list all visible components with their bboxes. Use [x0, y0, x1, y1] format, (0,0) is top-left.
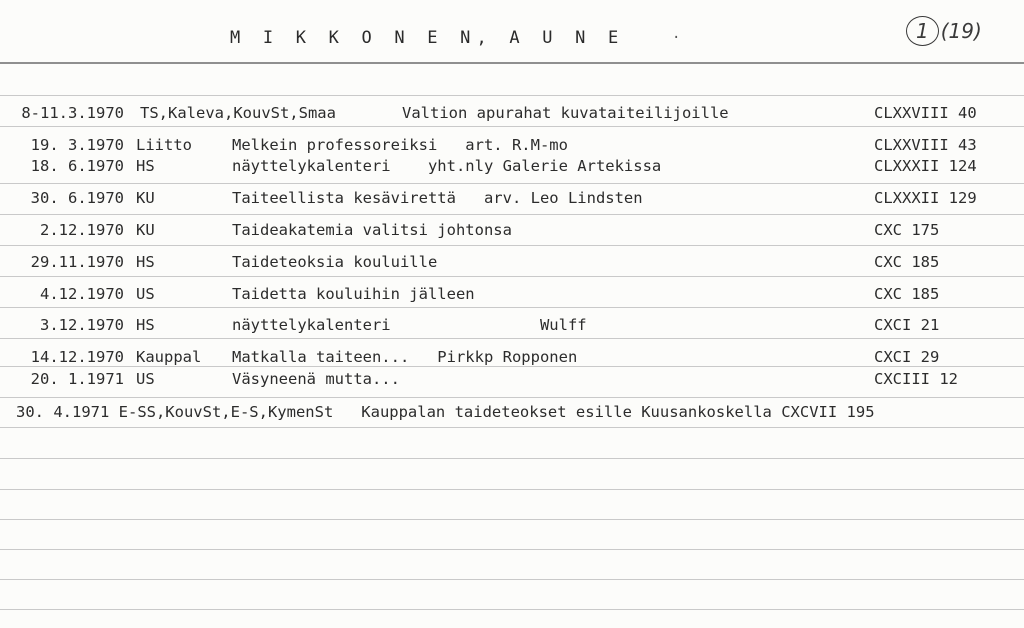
entry-publication: US	[136, 370, 155, 388]
card-number-circled: 1	[906, 16, 939, 46]
rule-line	[0, 214, 1024, 215]
rule-line	[0, 427, 1024, 428]
entry-reference: CXCIII 12	[874, 370, 958, 388]
card-entry	[0, 316, 1024, 338]
entry-date: 19. 3.1970	[30, 136, 124, 154]
entry-date: 4.12.1970	[40, 285, 124, 303]
entry-publication: TS,Kaleva,KouvSt,Smaa	[140, 104, 336, 122]
entry-reference: CXC 185	[874, 285, 940, 303]
entry-date: 14.12.1970	[30, 348, 124, 366]
entry-publication: US	[136, 285, 155, 303]
entry-publication: Kauppal	[136, 348, 202, 366]
rule-line	[0, 95, 1024, 96]
entry-reference: CLXXVIII 40	[874, 104, 977, 122]
entry-reference: CXC 185	[874, 253, 940, 271]
rule-line	[0, 458, 1024, 459]
card-entry	[0, 189, 1024, 211]
card-entry	[0, 253, 1024, 275]
rule-line	[0, 489, 1024, 490]
rule-line	[0, 519, 1024, 520]
card-entry	[0, 221, 1024, 243]
rule-line	[0, 62, 1024, 64]
rule-line	[0, 609, 1024, 610]
entry-publication: HS	[136, 253, 155, 271]
entry-title: Taiteellista kesävirettä arv. Leo Lindsten	[232, 189, 643, 207]
card-entry	[0, 370, 1024, 392]
card-entry	[0, 104, 1024, 126]
entry-date: 2.12.1970	[40, 221, 124, 239]
card-entry	[0, 157, 1024, 179]
stray-mark: ·	[672, 30, 681, 46]
entry-publication: KU	[136, 221, 155, 239]
entry-reference: CXCI 29	[874, 348, 940, 366]
card-entry	[0, 136, 1024, 158]
entry-publication: KU	[136, 189, 155, 207]
entry-title: Taideteoksia kouluille	[232, 253, 438, 271]
entry-title: Taidetta kouluihin jälleen	[232, 285, 475, 303]
entry-reference: CXC 175	[874, 221, 940, 239]
card-entry-last	[0, 403, 1024, 425]
rule-line	[0, 245, 1024, 246]
rule-line	[0, 579, 1024, 580]
entry-title: Matkalla taiteen... Pirkkp Ropponen	[232, 348, 578, 366]
entry-date: 18. 6.1970	[30, 157, 124, 175]
entry-date: 8-11.3.1970	[21, 104, 124, 122]
rule-line	[0, 549, 1024, 550]
card-header-name: M I K K O N E N, A U N E	[230, 28, 625, 48]
entry-reference: CLXXXII 129	[874, 189, 977, 207]
entry-reference: CLXXXII 124	[874, 157, 977, 175]
card-total: (19)	[940, 19, 982, 43]
entry-title: Valtion apurahat kuvataiteilijoille	[402, 104, 729, 122]
rule-line	[0, 183, 1024, 184]
entry-publication: Liitto	[136, 136, 192, 154]
rule-line	[0, 338, 1024, 339]
rule-line	[0, 397, 1024, 398]
entry-title: Taideakatemia valitsi johtonsa	[232, 221, 512, 239]
card-entry	[0, 285, 1024, 307]
entry-title: näyttelykalenteri yht.nly Galerie Artekissa	[232, 157, 662, 175]
entry-date: 30. 6.1970	[30, 189, 124, 207]
entry-date: 29.11.1970	[30, 253, 124, 271]
rule-line	[0, 307, 1024, 308]
entry-full-line: 30. 4.1971 E-SS,KouvSt,E-S,KymenSt Kauppalan taideteokset esille Kuusankoskella CXCVII 195	[16, 403, 875, 421]
entry-title: näyttelykalenteri Wulff	[232, 316, 587, 334]
entry-title: Melkein professoreiksi art. R.M-mo	[232, 136, 568, 154]
card-entry	[0, 348, 1024, 370]
entry-date: 3.12.1970	[40, 316, 124, 334]
card-number	[906, 16, 982, 46]
entry-reference: CXCI 21	[874, 316, 940, 334]
entry-publication: HS	[136, 316, 155, 334]
entry-title: Väsyneenä mutta...	[232, 370, 400, 388]
rule-line	[0, 276, 1024, 277]
entry-publication: HS	[136, 157, 155, 175]
entry-date: 20. 1.1971	[30, 370, 124, 388]
rule-line	[0, 126, 1024, 127]
entry-reference: CLXXVIII 43	[874, 136, 977, 154]
